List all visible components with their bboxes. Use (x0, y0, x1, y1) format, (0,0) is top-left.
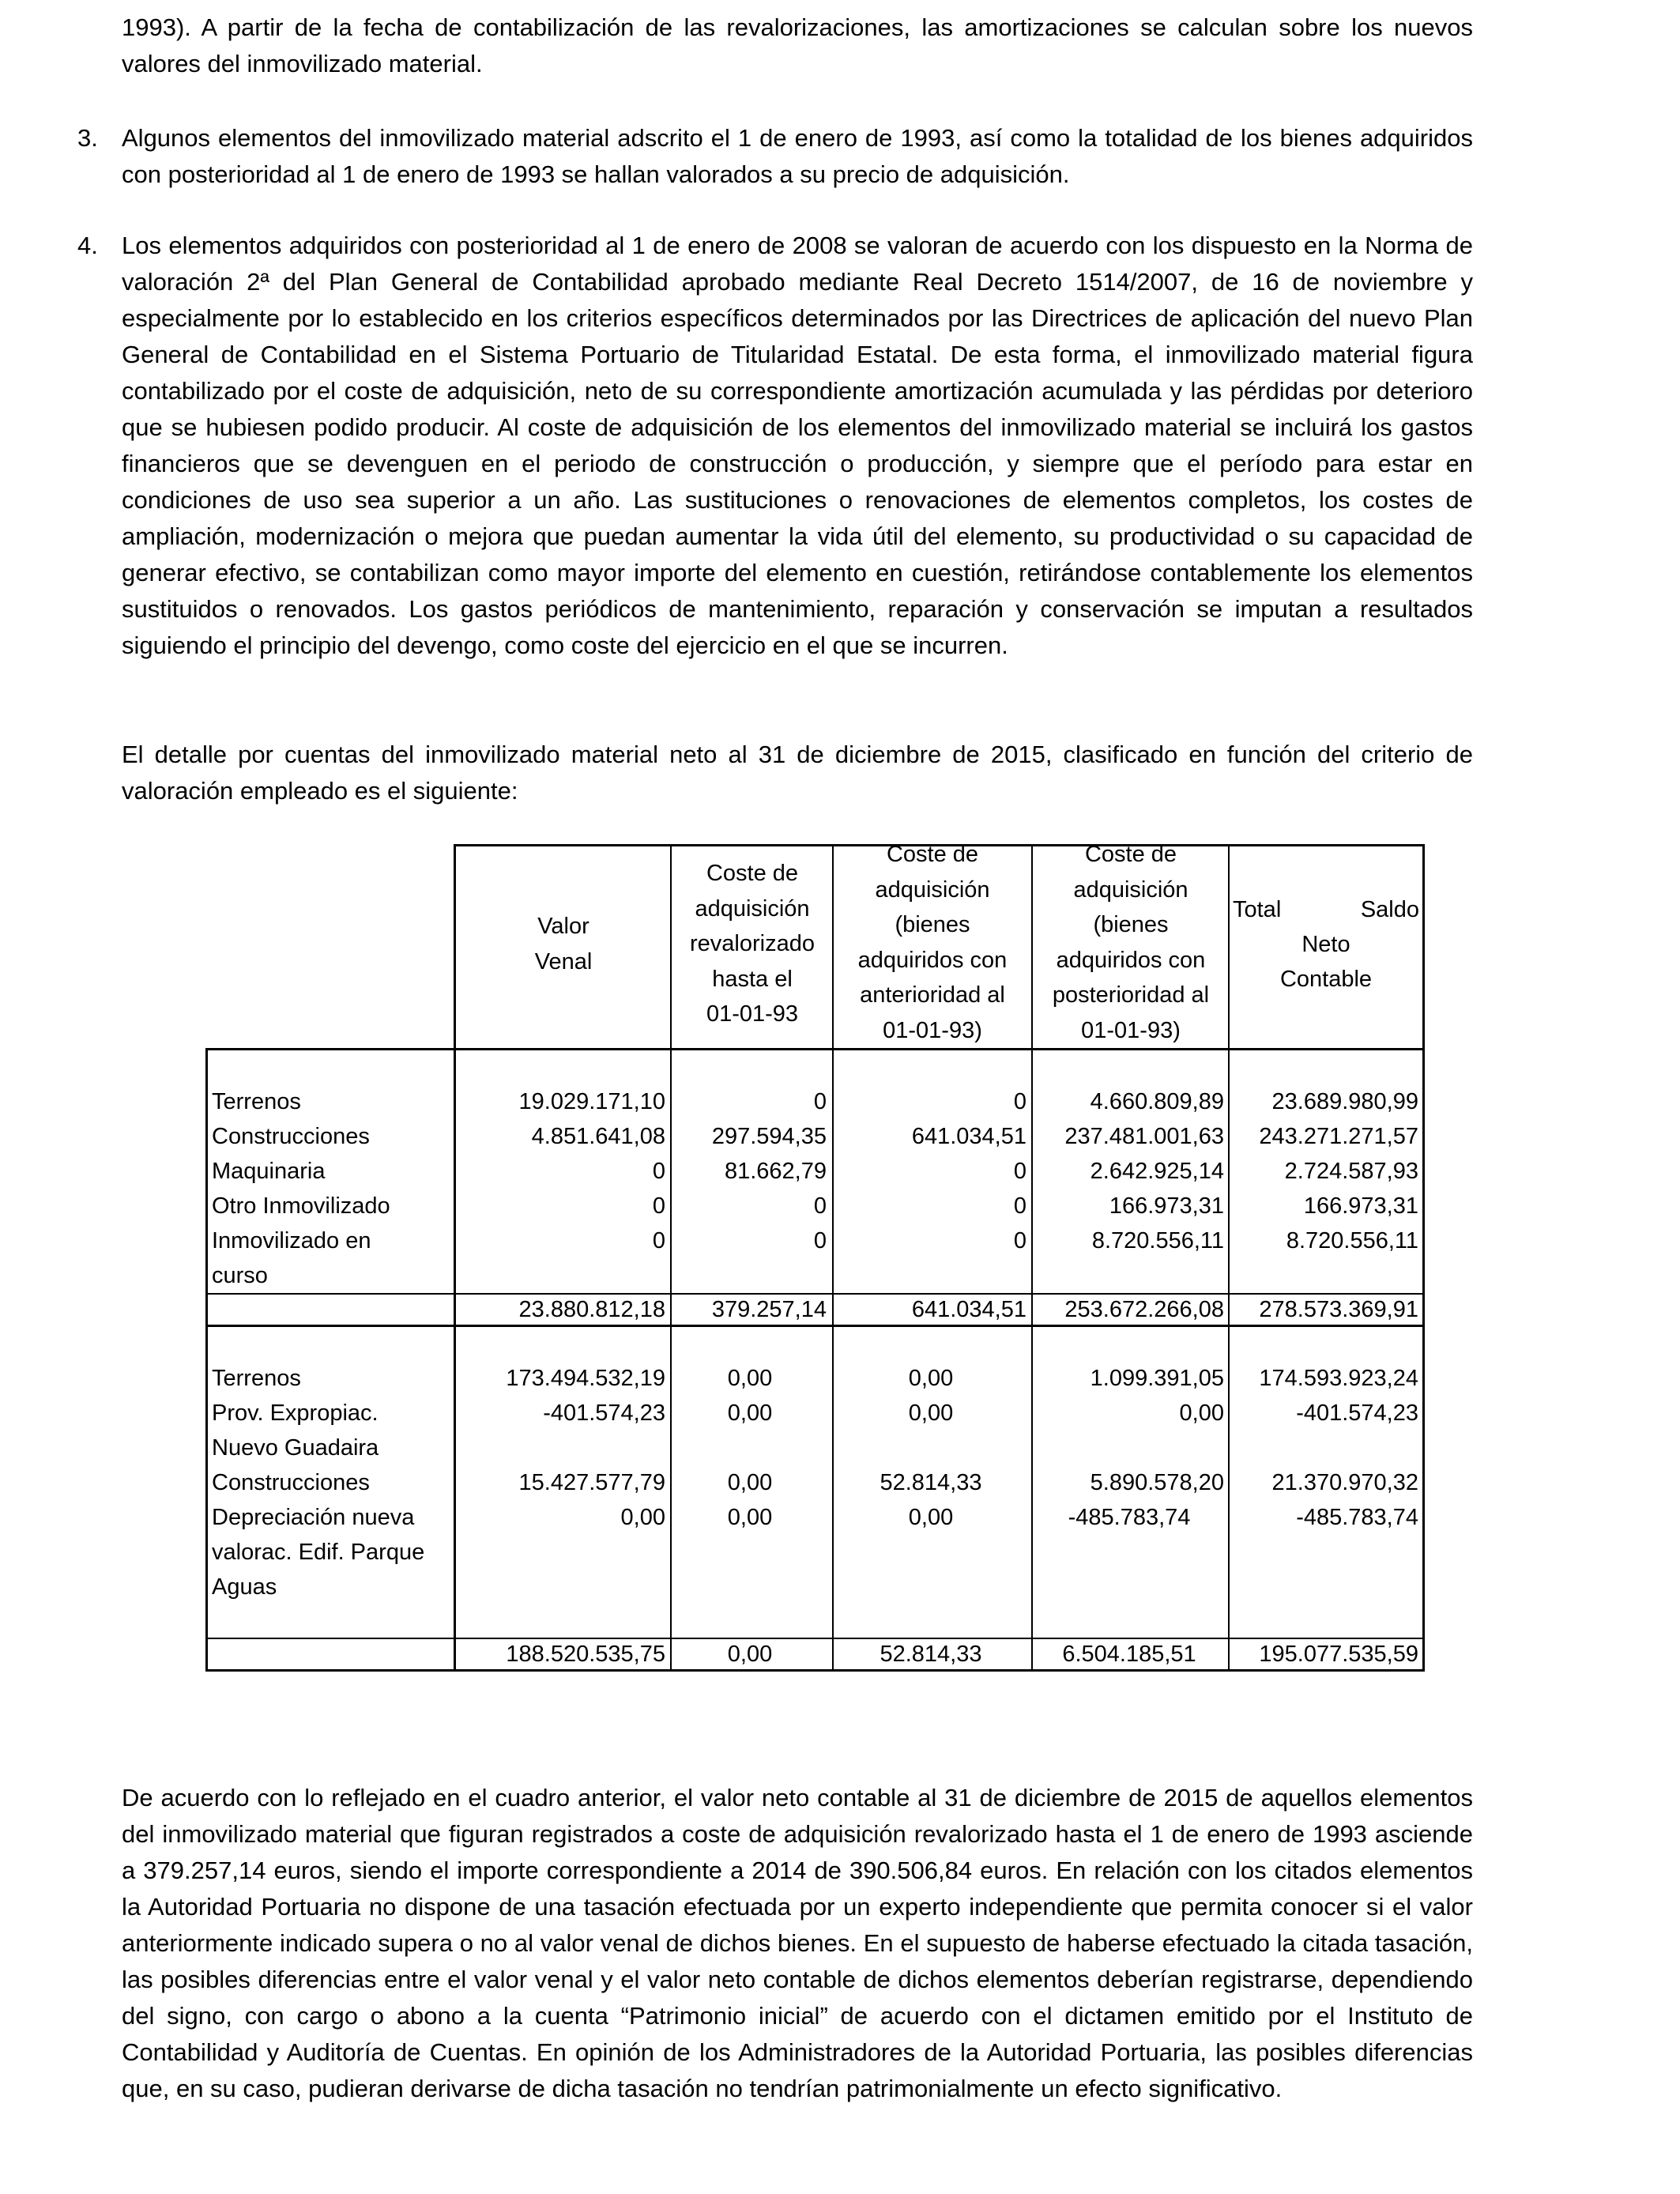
header-coste-anterioridad: Coste de adquisición (bienes adquiridos con anterioridad al 01-01-93) (857, 842, 1008, 1043)
item-3-paragraph: Algunos elementos del inmovilizado material adscrito el 1 de enero de 1993, así como la totalidad de los bienes adquiridos con posterioridad al 1 de enero de 1993 se hallan valorados a su precio de adquisición. (122, 124, 1473, 188)
detail-intro-paragraph: El detalle por cuentas del inmovilizado material neto al 31 de diciembre de 2015, clasificado en función del criterio de valoración empleado es el siguiente: (122, 741, 1473, 805)
item-3-number: 3. (77, 124, 98, 152)
header-coste-revalorizado: Coste de adquisición revalorizado hasta el 01-01-93 (690, 861, 815, 1027)
intro-paragraph: 1993). A partir de la fecha de contabilización de las revalorizaciones, las amortizaciones se calculan sobre los nuevos valores del inmovilizado material. (122, 13, 1473, 77)
item-4-paragraph: Los elementos adquiridos con posterioridad al 1 de enero de 2008 se valoran de acuerdo con los dispuesto en la Norma de valoración 2ª del Plan General de Contabilidad aprobado mediante Real Decreto 1514/2007, de 16 de noviembre y especialmente por lo establecido en los criterios específicos determinados por las Directrices de aplicación del nuevo Plan General de Contabilidad en el Sistema Portuario de Titularidad Estatal. De esta forma, el inmovilizado material figura contabilizado por el coste de adquisición, neto de su correspondiente amortización acumulada y las pérdidas por deterioro que se hubiesen podido producir. Al coste de adquisición de los elementos del inmovilizado material se incluirá los gastos financieros que se devenguen en el periodo de construcción o producción, y siempre que el período para estar en condiciones de uso sea superior a un año. Las sustituciones o renovaciones de elementos completos, los costes de ampliación, modernización o mejora que puedan aumentar la vida útil del elemento, su productividad o su capacidad de generar efectivo, se contabilizan como mayor importe del elemento en cuestión, retirándose contablemente los elementos sustituidos o renovados. Los gastos periódicos de mantenimiento, reparación y conservación se imputan a resultados siguiendo el principio del devengo, como coste del ejercicio en el que se incurren. (122, 232, 1473, 659)
header-valor-venal: Valor Venal (534, 914, 593, 974)
item-4-number: 4. (77, 232, 98, 259)
closing-paragraph: De acuerdo con lo reflejado en el cuadro anterior, el valor neto contable al 31 de diciembre de 2015 de aquellos elementos del inmovilizado material que figuran registrados a coste de adquisición revalorizado hasta el 1 de enero de 1993 asciende a 379.257,14 euros, siendo el importe correspondiente a 2014 de 390.506,84 euros. En relación con los citados elementos la Autoridad Portuaria no dispone de una tasación efectuada por un experto independiente que permita conocer si el valor anteriormente indicado supera o no al valor venal de dichos bienes. En el supuesto de haberse efectuado la citada tasación, las posibles diferencias entre el valor venal y el valor neto contable de dichos elementos deberían registrarse, dependiendo del signo, con cargo o abono a la cuenta “Patrimonio inicial” de acuerdo con el dictamen emitido por el Instituto de Contabilidad y Auditoría de Cuentas. En opinión de los Administradores de la Autoridad Portuaria, las posibles diferencias que, en su caso, pudieran derivarse de dicha tasación no tendrían patrimonialmente un efecto significativo. (122, 1784, 1473, 2102)
document-page: 1993). A partir de la fecha de contabilización de las revalorizaciones, las amortizaciones se calculan sobre los nuevos valores del inmovilizado material. 3. Algunos elementos del inmovilizado material adscrito el 1 de enero de 1993, así como la totalidad de los bienes adquiridos con posterioridad al 1 de enero de 1993 se hallan valorados a su precio de adquisición. 4. Los elementos adquiridos con posterioridad al 1 de enero de 2008 se valoran de acuerdo con los dispuesto en la Norma de valoración 2ª del Plan General de Contabilidad aprobado mediante Real Decreto 1514/2007, de 16 de noviembre y especialmente por lo establecido en los criterios específicos determinados por las Directrices de aplicación del nuevo Plan General de Contabilidad en el Sistema Portuario de Titularidad Estatal. De esta forma, el inmovilizado material figura contabilizado por el coste de adquisición, neto de su correspondiente amortización acumulada y las pérdidas por deterioro que se hubiesen podido producir. Al coste de adquisición de los elementos del inmovilizado material se incluirá los gastos financieros que se devenguen en el periodo de construcción o producción, y siempre que el período para estar en condiciones de uso sea superior a un año. Las sustituciones o renovaciones de elementos completos, los costes de ampliación, modernización o mejora que puedan aumentar la vida útil del elemento, su productividad o su capacidad de generar efectivo, se contabilizan como mayor importe del elemento en cuestión, retirándose contablemente los elementos sustituidos o renovados. Los gastos periódicos de mantenimiento, reparación y conservación se imputan a resultados siguiendo el principio del devengo, como coste del ejercicio en el que se incurren. El detalle por cuentas del inmovilizado material neto al 31 de diciembre de 2015, clasificado en función del criterio de valoración empleado es el siguiente: Valor Venal Coste de adquisición revalorizado hasta el 01-01-93 Coste de adquisición (bienes adquiridos con anterioridad al 01-01-93) Coste de adquisición (bienes adquiridos con posterioridad al 01-01-93) Total Saldo Neto Contable Terrenos 19.029.171,10 0 0 4.660.809,89 23.689.980,99 Construcciones 4.851.641,08 297.594,35 641.034,51 237.481.001,63 243.271.271,57 Maquinaria 0 81.662,79 0 2.642.925,14 2.724.587,93 Otro Inmovilizado 0 0 0 166.973,31 166.973,31 Inmovilizado en curso 0 0 0 8.720.556,11 8.720.556,11 23.880.812,18 379.257,14 641.034,51 253.672.266,08 278.573.369,91 Terrenos 173.494.532,19 0,00 0,00 1.099.391,05 174.593.923,24 Prov. Expropiac. Nuevo Guadaira -401.574,23 0,00 0,00 0,00 -401.574,23 Construcciones 15.427.577,79 0,00 52.814,33 5.890.578,20 21.370.970,32 Depreciación nueva valorac. Edif. Parque Aguas 0,00 0,00 0,00 -485.783,74 -485.783,74 188.520.535,75 0,00 52.814,33 6.504.185,51 195.077.535,59 De acuerdo con lo reflejado en el cuadro anterior, el valor neto contable al 31 de diciembre de 2015 de aquellos elementos del inmovilizado material que figuran registrados a coste de adquisición revalorizado hasta el 1 de enero de 1993 asciende a 379.257,14 euros, siendo el importe correspondiente a 2014 de 390.506,84 euros. En relación con los citados elementos la Autoridad Portuaria no dispone de una tasación efectuada por un experto independiente que permita conocer si el valor anteriormente indicado supera o no al valor venal de dichos bienes. En el supuesto de haberse efectuado la citada tasación, las posibles diferencias entre el valor venal y el valor neto contable de dichos elementos deberían registrarse, dependiendo del signo, con cargo o abono a la cuenta “Patrimonio inicial” de acuerdo con el dictamen emitido por el Instituto de Contabilidad y Auditoría de Cuentas. En opinión de los Administradores de la Autoridad Portuaria, las posibles diferencias que, en su caso, pudieran derivarse de dicha tasación no tendrían patrimonialmente un efecto significativo. (0, 0, 1680, 2194)
header-coste-posterioridad: Coste de adquisición (bienes adquiridos con posterioridad al 01-01-93) (1052, 842, 1210, 1043)
